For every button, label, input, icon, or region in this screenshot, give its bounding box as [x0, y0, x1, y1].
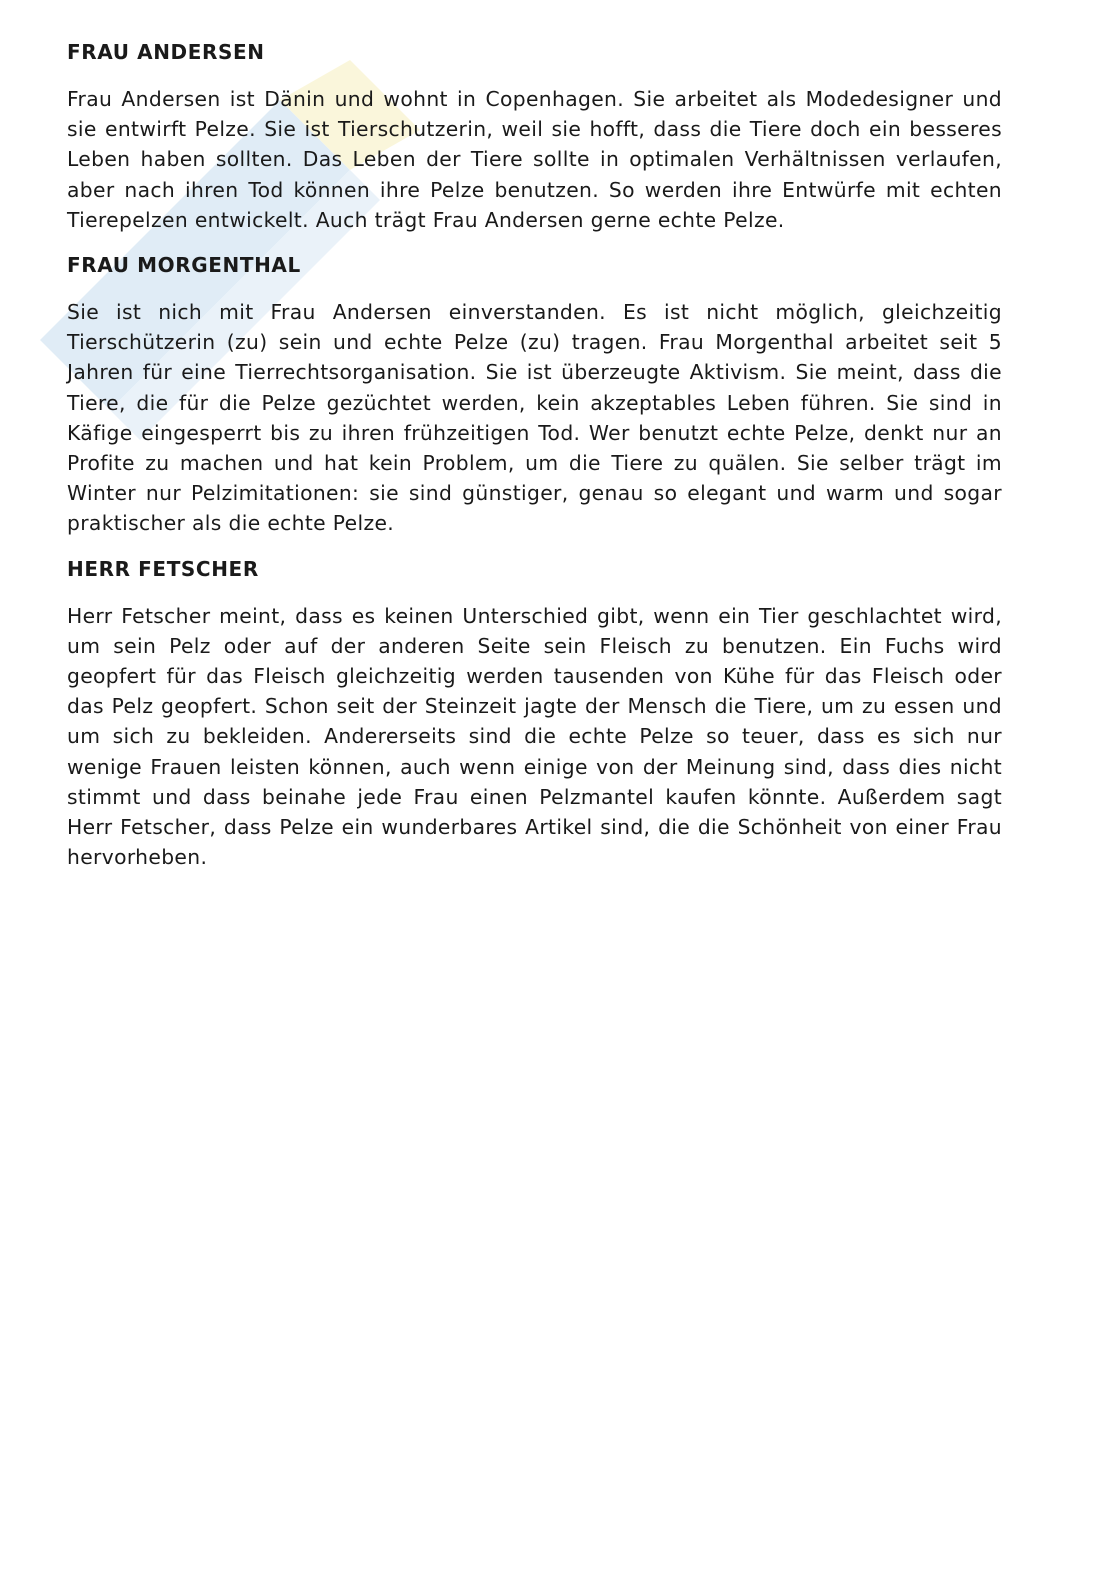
section-title: FRAU MORGENTHAL [67, 253, 301, 278]
section-frau-andersen [67, 38, 1002, 235]
section-frau-morgenthal [67, 251, 1002, 539]
section-paragraph: Herr Fetscher meint, dass es keinen Unterschied gibt, wenn ein Tier geschlachtet wird, um sein Pelz oder auf der anderen Seite sein Fleisch zu benutzen. Ein Fuchs wird geopfert für das Fleisch gleichzeitig werden tausenden von Kühe für das Fleisch oder das Pelz geopfert. Schon seit der Steinzeit jagte der Mensch die Tiere, um zu essen und um sich zu bekleiden. Andererseits sind die echte Pelze so teuer, dass es sich nur wenige Frauen leisten können, auch wenn einige von der Meinung sind, dass dies nicht stimmt und dass beinahe jede Frau einen Pelzmantel kaufen könnte. Außerdem sagt Herr Fetscher, dass Pelze ein wunderbares Artikel sind, die die Schönheit von einer Frau hervorheben. [67, 603, 1002, 870]
document-body [67, 38, 1002, 888]
section-herr-fetscher [67, 555, 1002, 873]
section-paragraph: Frau Andersen ist Dänin und wohnt in Copenhagen. Sie arbeitet als Modedesigner und sie entwirft Pelze. Sie ist Tierschutzerin, weil sie hofft, dass die Tiere doch ein besseres Leben haben sollten. Das Leben der Tiere sollte in optimalen Verhältnissen verlaufen, aber nach ihren Tod können ihre Pelze benutzen. So werden ihre Entwürfe mit echten Tierepelzen entwickelt. Auch trägt Frau Andersen gerne echte Pelze. [67, 87, 1002, 232]
section-title: FRAU ANDERSEN [67, 40, 265, 64]
section-title: HERR FETSCHER [67, 556, 259, 581]
section-paragraph: Sie ist nich mit Frau Andersen einverstanden. Es ist nicht möglich, gleichzeitig Tierschützerin (zu) sein und echte Pelze (zu) tragen. Frau Morgenthal arbeitet seit 5 Jahren für eine Tierrechtsorganisation. Sie ist überzeugte Aktivism. Sie meint, dass die Tiere, die für die Pelze gezüchtet werden, kein akzeptables Leben führen. Sie sind in Käfige eingesperrt bis zu ihren frühzeitigen Tod. Wer benutzt echte Pelze, denkt nur an Profite zu machen und hat kein Problem, um die Tiere zu quälen. Sie selber trägt im Winter nur Pelzimitationen: sie sind günstiger, genau so elegant und warm und sogar praktischer als die echte Pelze. [67, 300, 1002, 536]
